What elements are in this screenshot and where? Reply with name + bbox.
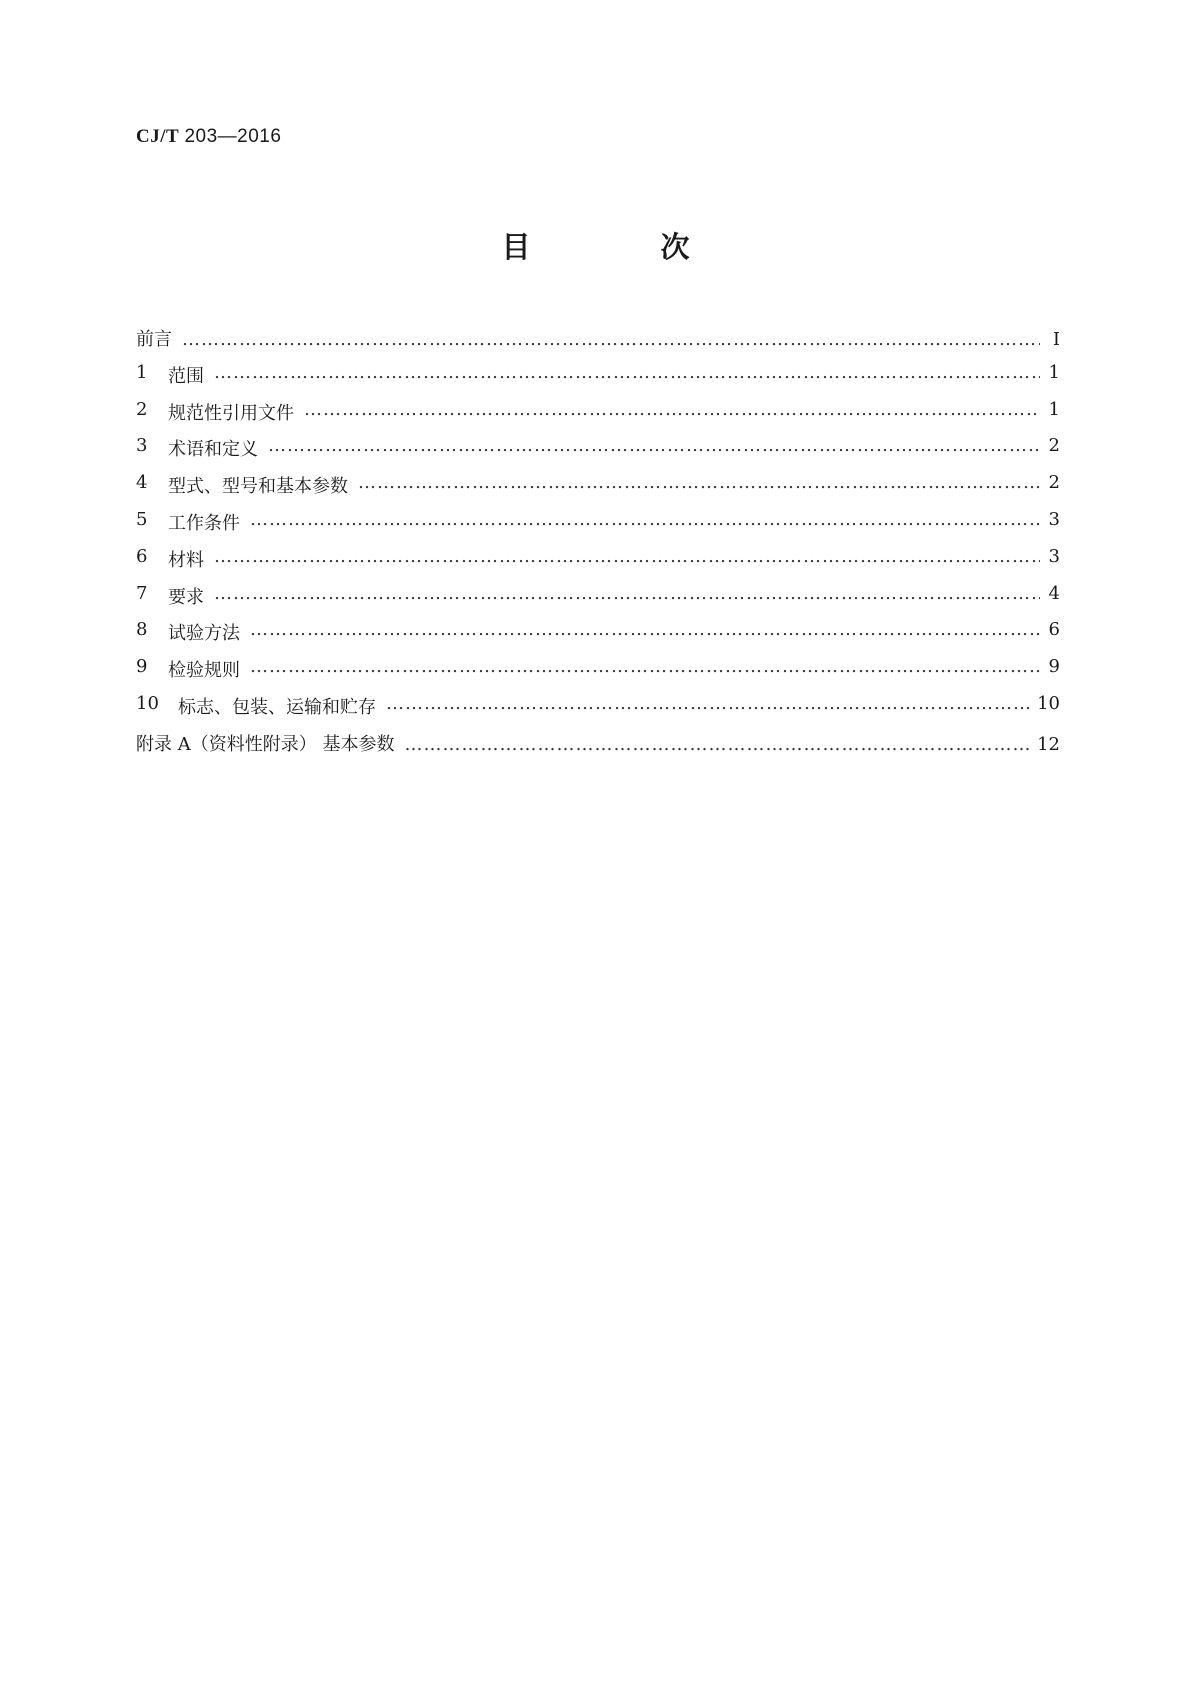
toc-entry-number: 1 xyxy=(136,361,148,383)
dot-leader xyxy=(250,656,1040,677)
toc-entry-title: 检验规则 xyxy=(168,660,240,682)
toc-entry-number: 2 xyxy=(136,398,148,420)
toc-entry-page: 3 xyxy=(1048,508,1060,530)
standard-code xyxy=(136,126,281,148)
toc-entry-page: 2 xyxy=(1048,472,1060,494)
toc-entry-page: 10 xyxy=(1037,692,1060,714)
toc-entry-page: 2 xyxy=(1048,435,1060,457)
toc-entry-page: 9 xyxy=(1048,656,1060,678)
toc-entry-number: 8 xyxy=(136,619,148,641)
dot-leader xyxy=(358,472,1040,493)
dot-leader xyxy=(214,546,1040,567)
toc-entry-title: 工作条件 xyxy=(168,512,240,534)
toc-entry-3[interactable] xyxy=(136,435,1060,472)
dot-leader xyxy=(182,329,1040,350)
toc-entry-4[interactable] xyxy=(136,472,1060,509)
standard-code-prefix: CJ/T xyxy=(136,126,180,147)
toc-entry-number: 9 xyxy=(136,656,148,678)
standard-code-number: 203—2016 xyxy=(184,126,282,147)
dot-leader xyxy=(268,435,1040,456)
toc-entry-6[interactable] xyxy=(136,546,1060,583)
toc-entry-5[interactable] xyxy=(136,509,1060,546)
dot-leader xyxy=(214,583,1040,604)
toc-entry-10[interactable] xyxy=(136,693,1060,730)
dot-leader xyxy=(214,362,1040,383)
toc-entry-number: 7 xyxy=(136,582,148,604)
toc-entry-title: 材料 xyxy=(168,549,204,571)
toc-entry-title: 附录 A（资料性附录） 基本参数 xyxy=(136,733,395,755)
toc-entry-title: 前言 xyxy=(136,329,172,350)
toc-entry-9[interactable] xyxy=(136,656,1060,693)
toc-entry-number: 6 xyxy=(136,545,148,567)
toc-entry-page: 4 xyxy=(1048,582,1060,604)
toc-entry-page: 1 xyxy=(1048,398,1060,420)
toc-entry-page: 1 xyxy=(1048,361,1060,383)
toc-entry-8[interactable] xyxy=(136,619,1060,656)
toc-entry-title: 规范性引用文件 xyxy=(168,402,294,424)
dot-leader xyxy=(304,399,1040,420)
page-title: 目 次 xyxy=(501,230,750,264)
toc-entry-title: 范围 xyxy=(168,365,204,387)
toc-entry-1[interactable] xyxy=(136,362,1060,399)
toc-entry-page: 3 xyxy=(1048,545,1060,567)
toc-entry-title: 要求 xyxy=(168,586,204,608)
toc-entry-title: 型式、型号和基本参数 xyxy=(168,476,348,498)
toc-entry-preface[interactable] xyxy=(136,325,1060,362)
toc-entry-page: Ⅰ xyxy=(1052,329,1060,350)
toc-entry-page: 6 xyxy=(1048,619,1060,641)
dot-leader xyxy=(404,734,1031,755)
toc-entry-appendix-a[interactable] xyxy=(136,730,1060,767)
toc-entry-7[interactable] xyxy=(136,583,1060,620)
toc-entry-number: 4 xyxy=(136,472,148,494)
toc-entry-title: 术语和定义 xyxy=(168,439,258,461)
toc-entry-title: 试验方法 xyxy=(168,623,240,645)
toc-entry-number: 5 xyxy=(136,508,148,530)
dot-leader xyxy=(386,693,1031,714)
table-of-contents xyxy=(136,325,1060,767)
dot-leader xyxy=(250,509,1040,530)
toc-entry-page: 12 xyxy=(1037,733,1060,755)
toc-entry-2[interactable] xyxy=(136,399,1060,436)
toc-entry-number: 3 xyxy=(136,435,148,457)
dot-leader xyxy=(250,619,1040,640)
toc-entry-title: 标志、包装、运输和贮存 xyxy=(178,696,376,718)
toc-entry-number: 10 xyxy=(136,692,159,714)
